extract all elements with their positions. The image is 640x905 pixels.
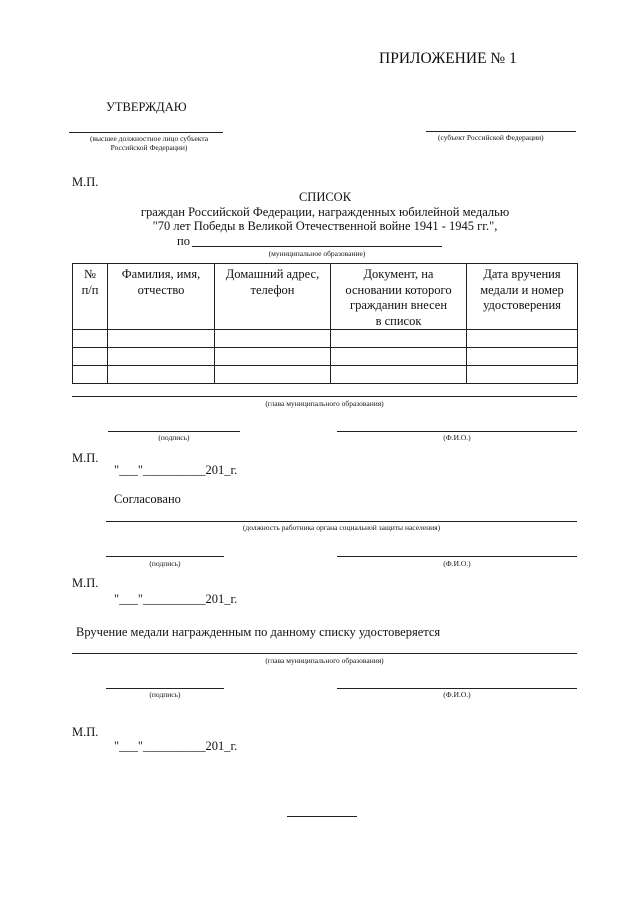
column-header-full-name: Фамилия, имя, отчество xyxy=(108,264,215,330)
name-line-2 xyxy=(337,556,577,557)
table-cell[interactable] xyxy=(215,330,331,348)
table-cell[interactable] xyxy=(108,366,215,384)
table-cell[interactable] xyxy=(467,348,578,366)
municipality-line xyxy=(192,246,442,247)
date-field-1[interactable]: "___"__________201_г. xyxy=(114,463,238,477)
head-caption-2: (глава муниципального образования) xyxy=(265,656,384,665)
column-header-document: Документ, на основании которого гражданин внесен в список xyxy=(331,264,467,330)
table-cell[interactable] xyxy=(73,330,108,348)
list-subtitle-2: "70 лет Победы в Великой Отечественной войне 1941 - 1945 гг.", xyxy=(152,219,498,233)
name-caption-2: (Ф.И.О.) xyxy=(443,559,471,568)
table-header-row xyxy=(73,264,578,330)
table-cell[interactable] xyxy=(73,348,108,366)
column-header-address: Домашний адрес, телефон xyxy=(215,264,331,330)
signature-line-2 xyxy=(106,556,224,557)
official-caption: (высшее должностное лицо субъекта Российской Федерации) xyxy=(89,134,209,152)
social-caption: (должность работника органа социальной защиты населения) xyxy=(242,523,441,532)
table-cell[interactable] xyxy=(108,348,215,366)
date-field-2[interactable]: "___"__________201_г. xyxy=(114,592,238,606)
subject-line xyxy=(426,131,576,132)
awardees-table xyxy=(72,263,578,384)
footer-divider xyxy=(287,816,357,817)
signature-line-1 xyxy=(108,431,240,432)
table-row xyxy=(73,330,578,348)
table-cell[interactable] xyxy=(331,366,467,384)
table-cell[interactable] xyxy=(467,330,578,348)
list-title: СПИСОК xyxy=(298,190,352,204)
name-line-3 xyxy=(337,688,577,689)
table-cell[interactable] xyxy=(215,348,331,366)
signature-caption-2: (подпись) xyxy=(149,559,181,568)
certify-text: Вручение медали награжденным по данному списку удостоверяется xyxy=(76,625,441,639)
approve-label: УТВЕРЖДАЮ xyxy=(106,100,187,114)
seal-label-4: М.П. xyxy=(72,725,99,739)
date-field-3[interactable]: "___"__________201_г. xyxy=(114,739,238,753)
table-cell[interactable] xyxy=(331,348,467,366)
head-caption-1: (глава муниципального образования) xyxy=(265,399,384,408)
table-row xyxy=(73,348,578,366)
table-row xyxy=(73,366,578,384)
seal-label: М.П. xyxy=(72,175,99,189)
column-header-award-date: Дата вручения медали и номер удостоверения xyxy=(467,264,578,330)
table-cell[interactable] xyxy=(331,330,467,348)
table-cell[interactable] xyxy=(73,366,108,384)
municipality-caption: (муниципальное образование) xyxy=(268,249,366,258)
seal-label-3: М.П. xyxy=(72,576,99,590)
signature-caption-3: (подпись) xyxy=(149,690,181,699)
name-caption-1: (Ф.И.О.) xyxy=(443,433,471,442)
table-cell[interactable] xyxy=(467,366,578,384)
subject-caption: (субъект Российской Федерации) xyxy=(438,133,544,142)
signature-line-3 xyxy=(106,688,224,689)
table-cell[interactable] xyxy=(108,330,215,348)
appendix-title: ПРИЛОЖЕНИЕ № 1 xyxy=(379,50,517,67)
list-by-label: по xyxy=(177,234,190,248)
agreed-label: Согласовано xyxy=(114,492,181,506)
column-header-number: № п/п xyxy=(73,264,108,330)
head-line-1 xyxy=(72,396,577,397)
seal-label-2: М.П. xyxy=(72,451,99,465)
table-cell[interactable] xyxy=(215,366,331,384)
name-line-1 xyxy=(337,431,577,432)
social-line xyxy=(106,521,577,522)
head-line-2 xyxy=(72,653,577,654)
signature-caption-1: (подпись) xyxy=(158,433,190,442)
name-caption-3: (Ф.И.О.) xyxy=(443,690,471,699)
official-signature-line xyxy=(69,132,223,133)
list-subtitle-1: граждан Российской Федерации, награжденных юбилейной медалью xyxy=(140,205,510,219)
